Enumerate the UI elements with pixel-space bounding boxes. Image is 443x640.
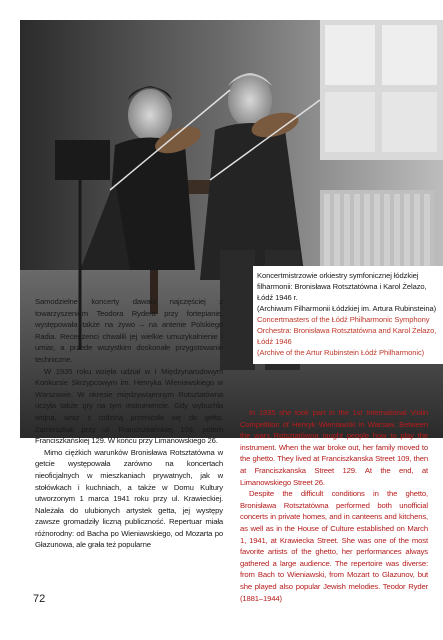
english-text-column: [240, 407, 428, 604]
paragraph: W 1935 roku wzięła udział w I Międzynarodowym Konkursie Skrzypcowym im. Henryka Wieniawskiego w Warszawie. W okresie międzywojennym Rotsztatówna uczyła także gry na tym instrumencie. Gdy wybuchła wojna, wraz z rodziną przeniosła się do getta. Zamieszkali przy ul. Franciszkańskiej 109, potem Franciszkańskiej 129. W końcu przy Limanowskiego 26.: [35, 366, 223, 446]
caption-line-en: Orchestra: Bronisława Rotsztatówna and Karol Żelazo,: [257, 326, 437, 335]
caption-line-pl: Koncertmistrzowie orkiestry symfonicznej łódzkiej: [257, 271, 419, 280]
caption-line-en: Concertmasters of the Łódź Philharmonic Symphony: [257, 315, 430, 324]
caption-line-en: Łódź 1946: [257, 337, 292, 346]
paragraph: In 1935 she took part in the 1st International Violin Competition of Henryk Wieniawski in Warsaw. Between the wars Rotsztatówna taught people how to play the instrument. When the war broke out, her family moved to the ghetto. They lived at Franciszkanska Street 109, then at Franciszkanska Street 129. At the end, at Limanowskiego Street 26.: [240, 408, 428, 487]
paragraph: Samodzielne koncerty dawała najczęściej z towarzyszeniem Teodora Rydera przy fortepianie, występowała także na żywo – na antenie Polskiego Radia. Recenzenci chwalili jej wielkie umuzykalnienie i umiar, a przede wszystkim doskonałe przygotowanie techniczne.: [35, 297, 223, 364]
caption-line-pl: (Archiwum Filharmonii Łódzkiej im. Artura Rubinsteina): [257, 304, 437, 313]
page-number: 72: [33, 593, 46, 605]
paragraph: Mimo ciężkich warunków Bronisława Rotsztatówna w getcie występowała zarówno na koncertach nieoficjalnych w mieszkaniach prywatnych, jak w stołówkach i kuchniach, a także w Domu Kultury utworzonym 1 marca 1941 roku przy ul. Krawieckiej. Należała do ulubionych artystek getta, jej występy zawsze gromadziły liczną publiczność. Repertuar miała różnorodny: od Bacha po Wieniawskiego, od Mozarta po Głazunowa, ale grała też popularne: [35, 447, 223, 550]
paragraph: Despite the difficult conditions in the ghetto, Bronisława Rotsztatówna performed both unofficial concerts in private homes, and in canteens and kitchens, as well as in the House of Culture established on March 1, 1941, at Krawiecka Street. She was one of the most favorite artists of the ghetto, her performances always gathered a large audience. The repertoire was diverse: from Bach to Wieniawski, from Mozart to Glazunov, but she played also popular Jewish melodies. Teodor Ryder (1881–1944): [240, 489, 428, 603]
polish-text-column: [35, 296, 223, 551]
caption-line-pl: Łódź 1946 r.: [257, 293, 298, 302]
photo-caption: [253, 266, 443, 364]
caption-line-pl: filharmonii: Bronisława Rotsztatówna i Karol Żelazo,: [257, 282, 427, 291]
caption-line-en: (Archive of the Artur Rubinstein Łódź Philharmonic): [257, 348, 425, 357]
